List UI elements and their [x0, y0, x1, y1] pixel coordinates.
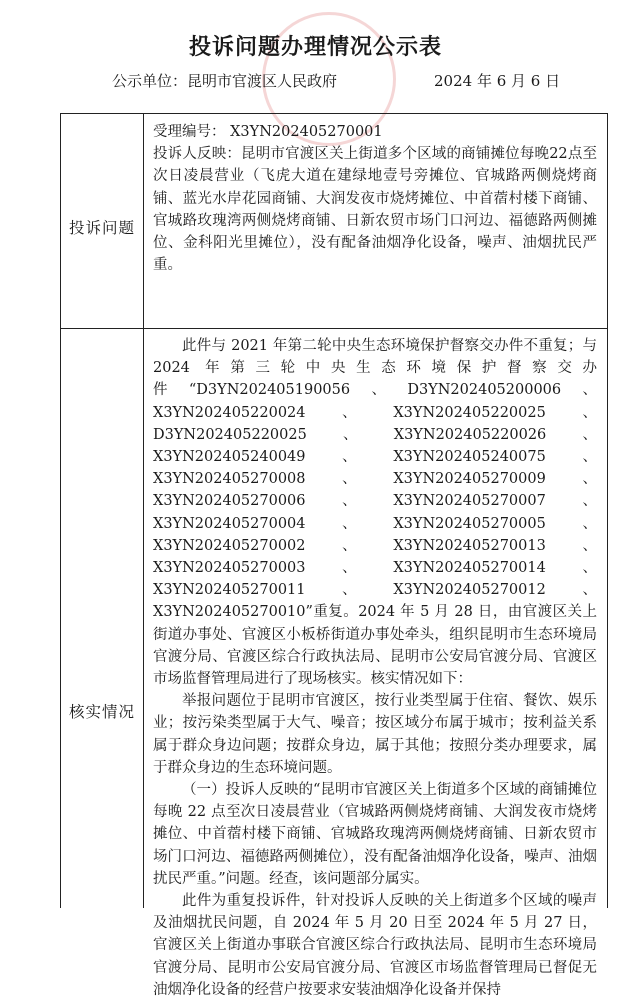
verification-label: 核实情况 [68, 703, 135, 721]
verification-paragraph-3: （一）投诉人反映的“昆明市官渡区关上街道多个区域的商铺摊位每晚 22 点至次日凌晨营业（官城路两侧烧烤商铺、大润发夜市烧烤摊位、中首蓿村楼下商铺、官城路玫瑰湾两侧烧烤商铺、日新农贸市场门口河边、福德路两侧摊位），没有配备油烟净化设备，噪声、油烟扰民严重。”问题。经查，该问题部分属实。 [153, 782, 597, 887]
publisher-line: 公示单位：昆明市官渡区人民政府 [112, 72, 338, 90]
verification-paragraph-1: 此件与 2021 年第二轮中央生态环境保护督察交办件不重复；与 2024 年第三轮中央生态环境保护督察交办件“D3YN202405190056、D3YN202405200006、X3YN202405220024、X3YN202405220025、D3YN202405220025、X3YN202405220026、X3YN202405240049、X3YN202405240075、X3YN202405270008、X3YN202405270009、X3YN202405270006、X3YN202405270007、X3YN202405270004、X3YN202405270005、X3YN202405270002、X3YN202405270013、X3YN202405270003、X3YN202405270014、X3YN202405270011、X3YN202405270012、X3YN202405270010”重复。2024 年 5 月 28 日，由官渡区关上街道办事处、官渡区小板桥街道办事处牵头，组织昆明市生态环境局官渡分局、官渡区综合行政执法局、昆明市公安局官渡分局、官渡区市场监督管理局进行了现场核实。核实情况如下： [153, 338, 597, 688]
complaint-text: 投诉人反映：昆明市官渡区关上街道多个区域的商铺摊位每晚22点至次日凌晨营业（飞虎大道在建绿地壹号旁摊位、官城路两侧烧烤商铺、蓝光水岸花园商铺、大润发夜市烧烤摊位、中首蓿村楼下商铺、官城路玫瑰湾两侧烧烤商铺、日新农贸市场门口河边、福德路两侧摊位、金科阳光里摊位），没有配备油烟净化设备，噪声、油烟扰民严重。 [153, 146, 597, 274]
verification-paragraph-4: 此件为重复投诉件，针对投诉人反映的关上街道多个区域的噪声及油烟扰民问题，自 2024 年 5 月 20 日至 2024 年 5 月 27 日，官渡区关上街道办事联合官渡区综合行政执法局、昆明市生态环境局官渡分局、昆明市公安局官渡分局、官渡区市场监督管理局已督促无油烟净化设备的经营户按要求安装油烟净化设备并保持 [153, 893, 597, 998]
complaint-cell [153, 121, 597, 276]
verification-paragraph-2: 举报问题位于昆明市官渡区，按行业类型属于住宿、餐饮、娱乐业；按污染类型属于大气、噪音；按区域分布属于城市；按利益关系属于群众身边问题；按群众身边，属于其他；按照分类办理要求，属于群众身边的生态环境问题。 [153, 693, 597, 776]
complaint-label: 投诉问题 [68, 219, 135, 237]
case-number: 受理编号： X3YN202405270001 [153, 124, 383, 140]
document-title: 投诉问题办理情况公示表 [188, 35, 442, 60]
row-divider [61, 328, 607, 329]
column-divider [143, 114, 144, 908]
publish-date: 2024 年 6 月 6 日 [434, 72, 561, 90]
verification-cell [153, 335, 597, 1001]
disclosure-table [60, 113, 608, 998]
